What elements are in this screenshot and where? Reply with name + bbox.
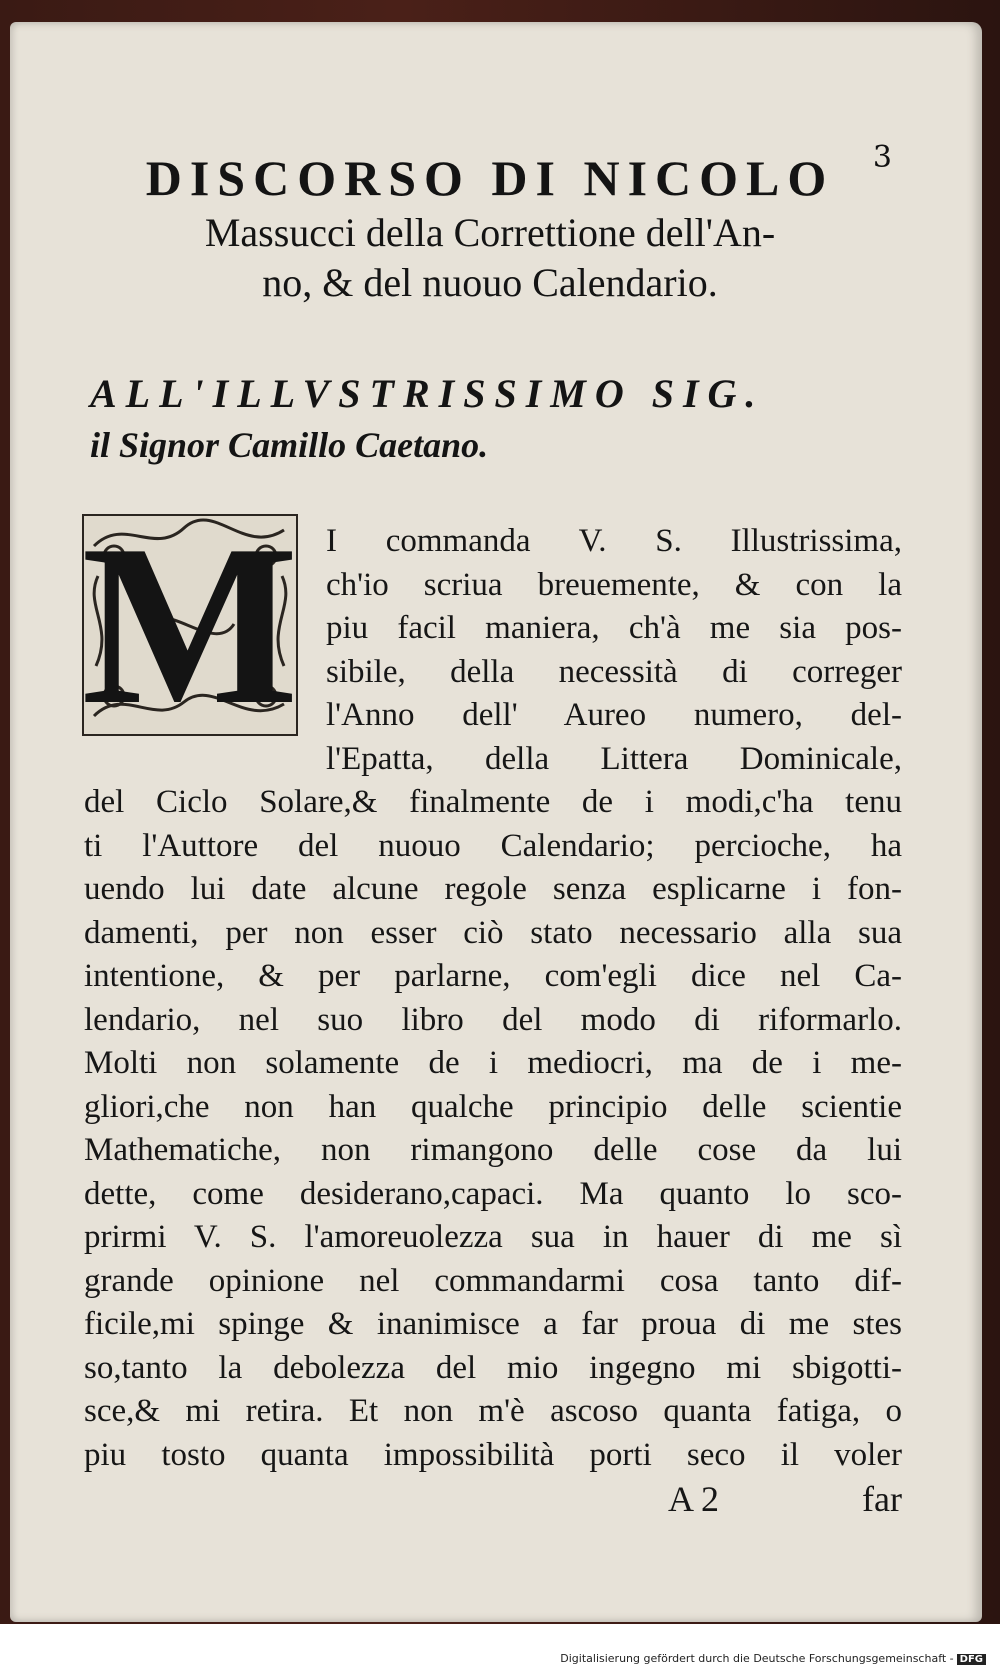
text-line: del Ciclo Solare,& finalmente de i modi,c'ha tenu [84, 784, 902, 820]
text-line: grande opinione nel commandarmi cosa tanto dif- [84, 1262, 902, 1299]
text-line: ficile,mi spinge & inanimisce a far proua di me stes [84, 1306, 902, 1342]
digitization-credit [560, 1652, 986, 1665]
text-line: dette, come desiderano,capaci. Ma quanto lo sco- [84, 1175, 902, 1212]
text-line: ch'io scriua breuemente, & con la [326, 566, 902, 603]
text-line: intentione, & per parlarne, com'egli dice nel Ca- [84, 958, 902, 994]
text-line: uendo lui date alcune regole senza esplicarne i fon- [84, 871, 902, 907]
text-line: Molti non solamente de i mediocri, ma de i me- [84, 1045, 902, 1081]
title-line-2: Massucci della Correttione dell'An- [204, 210, 776, 255]
text-line: sibile, della necessità di correger [326, 653, 902, 690]
text-line: damenti, per non esser ciò stato necessario alla sua [84, 914, 902, 951]
text-line: Mathematiche, non rimangono delle cose da lui [84, 1132, 902, 1168]
credit-text: Digitalisierung gefördert durch die Deutsche Forschungsgemeinschaft - [560, 1652, 954, 1665]
text-line: lendario, nel suo libro del modo di riformarlo. [84, 1001, 902, 1038]
catchword: far [862, 1479, 902, 1519]
text-line: piu facil maniera, ch'à me sia pos- [326, 610, 902, 646]
text-line: piu tosto quanta impossibilità porti seco il voler [84, 1436, 902, 1473]
page-number: 3 [872, 140, 892, 175]
text-line: I commanda V. S. Illustrissima, [326, 523, 902, 559]
footer-strip [0, 1624, 1000, 1674]
title-block [60, 148, 920, 308]
title-line-1: DISCORSO DI NICOLO [145, 150, 835, 206]
dfg-logo: DFG [957, 1654, 986, 1665]
text-line: l'Anno dell' Aureo numero, del- [326, 697, 902, 733]
title-line-3: no, & del nuouo Calendario. [262, 260, 718, 305]
initial-letter: M [81, 497, 299, 752]
dedication-line-1: ALL'ILLVSTRISSIMO SIG. [90, 371, 765, 416]
body-text [84, 520, 902, 1477]
text-line: ti l'Auttore del nuouo Calendario; percioche, ha [84, 827, 902, 864]
text-line: gliori,che non han qualche principio delle scientie [84, 1088, 902, 1125]
text-line: l'Epatta, della Littera Dominicale, [326, 740, 902, 777]
dedication-line-2: il Signor Camillo Caetano. [90, 425, 489, 465]
dedication-block [90, 368, 910, 470]
text-line: so,tanto la debolezza del mio ingegno mi sbigotti- [84, 1349, 902, 1386]
text-line: prirmi V. S. l'amoreuolezza sua in hauer di me sì [84, 1219, 902, 1255]
signature-mark: A 2 [668, 1479, 720, 1519]
text-line: sce,& mi retira. Et non m'è ascoso quanta fatiga, o [84, 1393, 902, 1429]
